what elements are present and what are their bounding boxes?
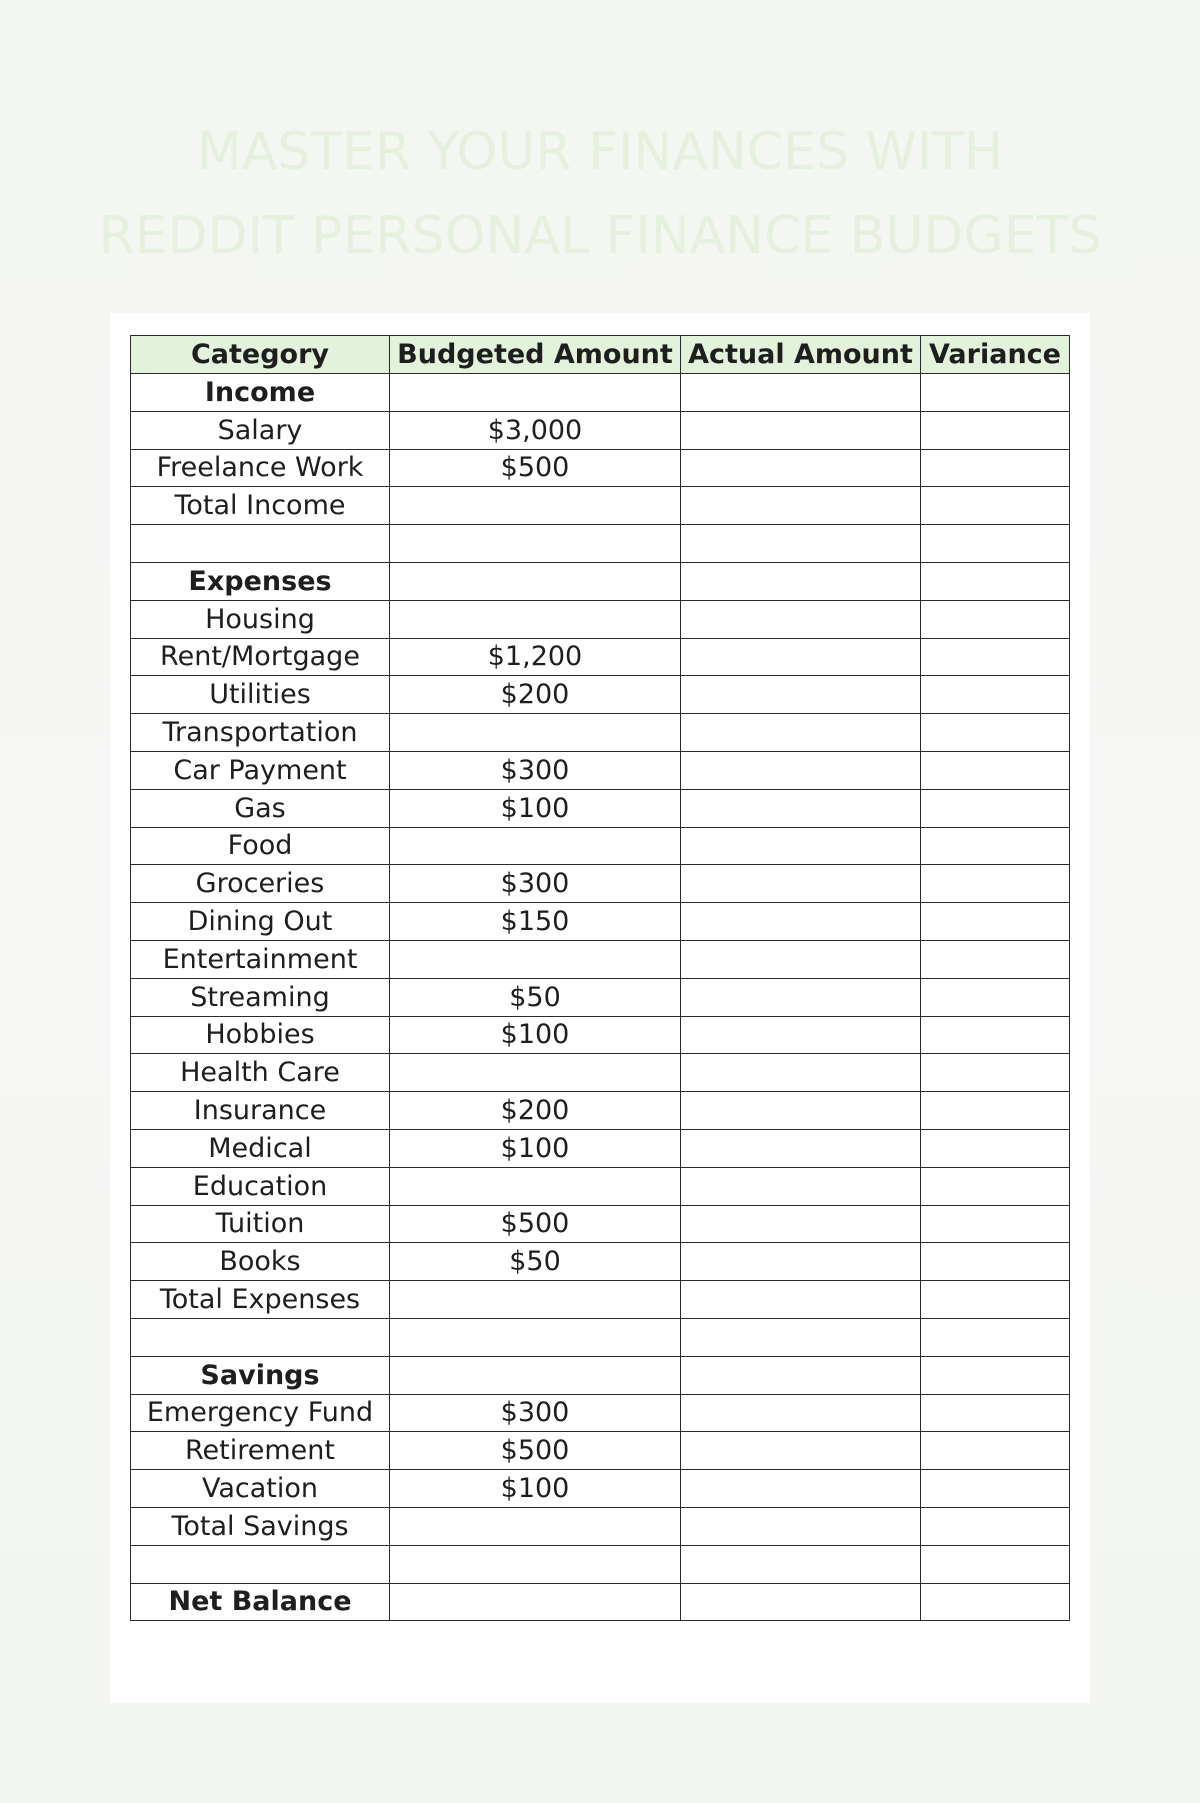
cell-category: Tuition bbox=[131, 1205, 390, 1243]
cell-variance bbox=[921, 676, 1070, 714]
cell-variance bbox=[921, 1205, 1070, 1243]
table-row bbox=[131, 1394, 1070, 1432]
cell-variance bbox=[921, 940, 1070, 978]
cell-variance bbox=[921, 1318, 1070, 1356]
table-body bbox=[131, 374, 1070, 1621]
table-row bbox=[131, 411, 1070, 449]
cell-budgeted-amount: $3,000 bbox=[390, 411, 681, 449]
cell-actual-amount bbox=[681, 751, 921, 789]
cell-variance bbox=[921, 1432, 1070, 1470]
cell-actual-amount bbox=[681, 865, 921, 903]
cell-variance bbox=[921, 525, 1070, 563]
cell-actual-amount bbox=[681, 525, 921, 563]
table-row bbox=[131, 865, 1070, 903]
cell-category: Total Expenses bbox=[131, 1281, 390, 1319]
cell-variance bbox=[921, 1281, 1070, 1319]
cell-category: Rent/Mortgage bbox=[131, 638, 390, 676]
cell-category: Gas bbox=[131, 789, 390, 827]
cell-variance bbox=[921, 789, 1070, 827]
cell-budgeted-amount: $1,200 bbox=[390, 638, 681, 676]
cell-actual-amount bbox=[681, 1394, 921, 1432]
cell-budgeted-amount: $100 bbox=[390, 1016, 681, 1054]
cell-variance bbox=[921, 1243, 1070, 1281]
table-row bbox=[131, 1583, 1070, 1621]
table-row bbox=[131, 1129, 1070, 1167]
cell-category: Housing bbox=[131, 600, 390, 638]
cell-category: Expenses bbox=[131, 562, 390, 600]
cell-actual-amount bbox=[681, 638, 921, 676]
table-row bbox=[131, 1545, 1070, 1583]
cell-variance bbox=[921, 1167, 1070, 1205]
cell-budgeted-amount: $50 bbox=[390, 978, 681, 1016]
cell-category: Retirement bbox=[131, 1432, 390, 1470]
cell-budgeted-amount: $150 bbox=[390, 903, 681, 941]
cell-variance bbox=[921, 1356, 1070, 1394]
table-row bbox=[131, 562, 1070, 600]
cell-category: Dining Out bbox=[131, 903, 390, 941]
cell-variance bbox=[921, 449, 1070, 487]
cell-budgeted-amount bbox=[390, 1281, 681, 1319]
cell-category: Education bbox=[131, 1167, 390, 1205]
cell-variance bbox=[921, 1394, 1070, 1432]
cell-variance bbox=[921, 978, 1070, 1016]
cell-variance bbox=[921, 411, 1070, 449]
cell-budgeted-amount bbox=[390, 1318, 681, 1356]
table-row bbox=[131, 1092, 1070, 1130]
cell-actual-amount bbox=[681, 1507, 921, 1545]
cell-budgeted-amount: $100 bbox=[390, 1129, 681, 1167]
page-title-line-2: REDDIT PERSONAL FINANCE BUDGETS bbox=[98, 206, 1102, 266]
cell-category: Books bbox=[131, 1243, 390, 1281]
cell-budgeted-amount bbox=[390, 1583, 681, 1621]
cell-category: Total Income bbox=[131, 487, 390, 525]
table-row bbox=[131, 751, 1070, 789]
cell-category: Streaming bbox=[131, 978, 390, 1016]
cell-budgeted-amount bbox=[390, 714, 681, 752]
cell-variance bbox=[921, 903, 1070, 941]
cell-variance bbox=[921, 374, 1070, 412]
column-header-category: Category bbox=[131, 336, 390, 374]
cell-variance bbox=[921, 1092, 1070, 1130]
cell-actual-amount bbox=[681, 411, 921, 449]
column-header-actual-amount: Actual Amount bbox=[681, 336, 921, 374]
column-header-budgeted-amount: Budgeted Amount bbox=[390, 336, 681, 374]
cell-budgeted-amount bbox=[390, 562, 681, 600]
cell-category: Transportation bbox=[131, 714, 390, 752]
cell-variance bbox=[921, 1016, 1070, 1054]
page-title-line-1: MASTER YOUR FINANCES WITH bbox=[196, 122, 1004, 182]
cell-budgeted-amount bbox=[390, 374, 681, 412]
table-row bbox=[131, 1318, 1070, 1356]
table-row bbox=[131, 638, 1070, 676]
column-header-variance: Variance bbox=[921, 336, 1070, 374]
cell-budgeted-amount bbox=[390, 940, 681, 978]
cell-variance bbox=[921, 1470, 1070, 1508]
cell-category: Medical bbox=[131, 1129, 390, 1167]
table-row bbox=[131, 1356, 1070, 1394]
cell-actual-amount bbox=[681, 789, 921, 827]
cell-budgeted-amount bbox=[390, 525, 681, 563]
budget-sheet bbox=[110, 313, 1090, 1703]
cell-variance bbox=[921, 600, 1070, 638]
cell-budgeted-amount bbox=[390, 1356, 681, 1394]
cell-budgeted-amount: $500 bbox=[390, 1205, 681, 1243]
cell-actual-amount bbox=[681, 1167, 921, 1205]
cell-category: Car Payment bbox=[131, 751, 390, 789]
table-row bbox=[131, 676, 1070, 714]
table-row bbox=[131, 1243, 1070, 1281]
cell-category: Hobbies bbox=[131, 1016, 390, 1054]
cell-budgeted-amount: $300 bbox=[390, 751, 681, 789]
cell-budgeted-amount: $300 bbox=[390, 865, 681, 903]
cell-category: Emergency Fund bbox=[131, 1394, 390, 1432]
table-row bbox=[131, 1205, 1070, 1243]
cell-actual-amount bbox=[681, 1545, 921, 1583]
cell-actual-amount bbox=[681, 1583, 921, 1621]
budget-table bbox=[130, 335, 1070, 1621]
cell-actual-amount bbox=[681, 903, 921, 941]
cell-budgeted-amount bbox=[390, 1167, 681, 1205]
cell-category bbox=[131, 525, 390, 563]
cell-category: Entertainment bbox=[131, 940, 390, 978]
table-row bbox=[131, 903, 1070, 941]
cell-actual-amount bbox=[681, 1243, 921, 1281]
cell-actual-amount bbox=[681, 676, 921, 714]
cell-budgeted-amount bbox=[390, 1545, 681, 1583]
table-row bbox=[131, 1167, 1070, 1205]
table-header-row bbox=[131, 336, 1070, 374]
cell-budgeted-amount: $500 bbox=[390, 449, 681, 487]
cell-budgeted-amount: $100 bbox=[390, 789, 681, 827]
cell-category: Food bbox=[131, 827, 390, 865]
cell-actual-amount bbox=[681, 978, 921, 1016]
table-row bbox=[131, 978, 1070, 1016]
cell-variance bbox=[921, 751, 1070, 789]
table-row bbox=[131, 1281, 1070, 1319]
cell-actual-amount bbox=[681, 562, 921, 600]
cell-actual-amount bbox=[681, 714, 921, 752]
cell-actual-amount bbox=[681, 1356, 921, 1394]
cell-category bbox=[131, 1545, 390, 1583]
cell-budgeted-amount bbox=[390, 1507, 681, 1545]
cell-actual-amount bbox=[681, 1470, 921, 1508]
cell-budgeted-amount bbox=[390, 827, 681, 865]
cell-actual-amount bbox=[681, 1205, 921, 1243]
cell-budgeted-amount: $200 bbox=[390, 676, 681, 714]
cell-budgeted-amount: $50 bbox=[390, 1243, 681, 1281]
cell-actual-amount bbox=[681, 1092, 921, 1130]
table-row bbox=[131, 449, 1070, 487]
cell-variance bbox=[921, 487, 1070, 525]
cell-variance bbox=[921, 714, 1070, 752]
page-title bbox=[0, 110, 1200, 278]
cell-budgeted-amount bbox=[390, 600, 681, 638]
cell-actual-amount bbox=[681, 1054, 921, 1092]
cell-category: Insurance bbox=[131, 1092, 390, 1130]
cell-budgeted-amount bbox=[390, 487, 681, 525]
cell-category: Net Balance bbox=[131, 1583, 390, 1621]
cell-actual-amount bbox=[681, 1318, 921, 1356]
cell-variance bbox=[921, 1507, 1070, 1545]
table-row bbox=[131, 525, 1070, 563]
cell-variance bbox=[921, 1583, 1070, 1621]
cell-actual-amount bbox=[681, 487, 921, 525]
cell-actual-amount bbox=[681, 827, 921, 865]
table-row bbox=[131, 1016, 1070, 1054]
cell-actual-amount bbox=[681, 449, 921, 487]
cell-variance bbox=[921, 1129, 1070, 1167]
cell-actual-amount bbox=[681, 940, 921, 978]
table-row bbox=[131, 374, 1070, 412]
cell-variance bbox=[921, 827, 1070, 865]
table-row bbox=[131, 600, 1070, 638]
cell-variance bbox=[921, 638, 1070, 676]
cell-budgeted-amount: $500 bbox=[390, 1432, 681, 1470]
cell-category: Income bbox=[131, 374, 390, 412]
cell-actual-amount bbox=[681, 1016, 921, 1054]
cell-budgeted-amount bbox=[390, 1054, 681, 1092]
table-row bbox=[131, 1054, 1070, 1092]
cell-budgeted-amount: $100 bbox=[390, 1470, 681, 1508]
cell-variance bbox=[921, 562, 1070, 600]
cell-actual-amount bbox=[681, 1281, 921, 1319]
cell-category: Vacation bbox=[131, 1470, 390, 1508]
cell-category: Total Savings bbox=[131, 1507, 390, 1545]
cell-actual-amount bbox=[681, 374, 921, 412]
cell-budgeted-amount: $200 bbox=[390, 1092, 681, 1130]
table-row bbox=[131, 827, 1070, 865]
table-row bbox=[131, 487, 1070, 525]
table-row bbox=[131, 1470, 1070, 1508]
table-row bbox=[131, 1432, 1070, 1470]
cell-category bbox=[131, 1318, 390, 1356]
cell-variance bbox=[921, 865, 1070, 903]
cell-actual-amount bbox=[681, 1129, 921, 1167]
cell-category: Utilities bbox=[131, 676, 390, 714]
cell-category: Health Care bbox=[131, 1054, 390, 1092]
cell-variance bbox=[921, 1054, 1070, 1092]
cell-budgeted-amount: $300 bbox=[390, 1394, 681, 1432]
table-row bbox=[131, 940, 1070, 978]
cell-category: Salary bbox=[131, 411, 390, 449]
cell-category: Freelance Work bbox=[131, 449, 390, 487]
cell-category: Savings bbox=[131, 1356, 390, 1394]
cell-actual-amount bbox=[681, 600, 921, 638]
cell-variance bbox=[921, 1545, 1070, 1583]
table-row bbox=[131, 1507, 1070, 1545]
table-row bbox=[131, 789, 1070, 827]
cell-actual-amount bbox=[681, 1432, 921, 1470]
cell-category: Groceries bbox=[131, 865, 390, 903]
table-row bbox=[131, 714, 1070, 752]
